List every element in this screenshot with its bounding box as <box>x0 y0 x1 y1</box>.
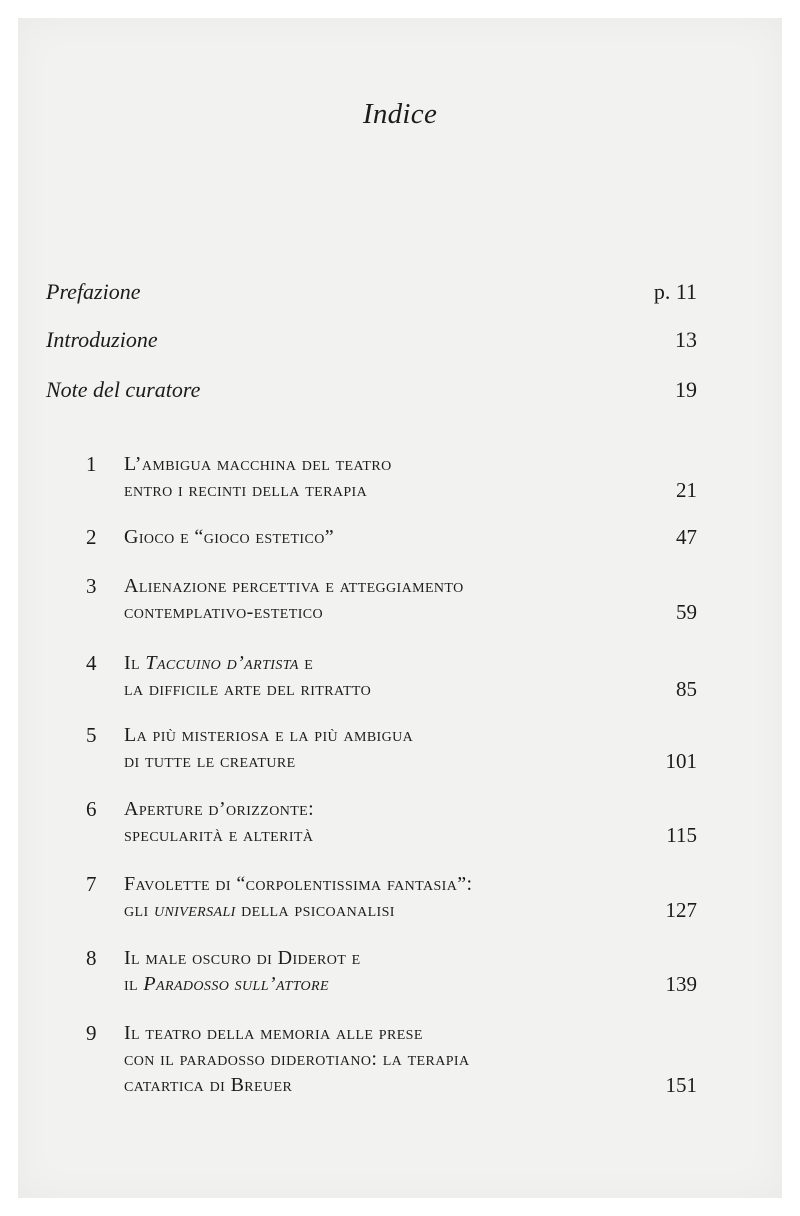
chapter-title-line: con il paradosso diderotiano: la terapia <box>124 1048 470 1070</box>
chapter-number: 6 <box>86 797 97 821</box>
toc-page-number: 13 <box>675 327 697 352</box>
toc-page-number: 47 <box>676 525 697 549</box>
chapter-title <box>124 573 584 625</box>
chapter-title-line <box>124 971 584 997</box>
chapter-title-line: L’ambigua macchina del teatro <box>124 453 392 475</box>
toc-front-entry-introduzione <box>46 327 697 353</box>
chapter-title-line: entro i recinti della terapia <box>124 479 368 501</box>
chapter-title-line: Il teatro della memoria alle prese <box>124 1022 423 1044</box>
chapter-number: 8 <box>86 946 97 970</box>
chapter-title <box>124 871 584 923</box>
chapter-title-part: e <box>298 652 314 674</box>
book-title-italic: Paradosso sull’attore <box>143 973 329 995</box>
chapter-title-line: la difficile arte del ritratto <box>124 678 372 700</box>
toc-front-label: Prefazione <box>46 279 141 304</box>
chapter-title-line: Gioco e “gioco estetico” <box>124 526 335 548</box>
chapter-number: 5 <box>86 723 97 747</box>
toc-front-label: Introduzione <box>46 327 158 352</box>
page-title: Indice <box>362 98 438 130</box>
chapter-title-line: Aperture d’orizzonte: <box>124 798 315 820</box>
toc-page-number: 85 <box>676 677 697 701</box>
chapter-title-line: contemplativo-estetico <box>124 601 324 623</box>
italic-term: universali <box>153 899 236 921</box>
chapter-title-part: Il <box>124 652 146 674</box>
toc-page-number: 151 <box>665 1073 697 1097</box>
toc-front-label: Note del curatore <box>46 377 201 402</box>
chapter-title <box>124 1020 584 1098</box>
chapter-title-part: il <box>124 973 144 995</box>
chapter-title <box>124 451 584 503</box>
toc-front-entry-note <box>46 377 697 403</box>
toc-page-number: 127 <box>665 898 697 922</box>
chapter-number: 4 <box>86 651 97 675</box>
chapter-title <box>124 945 584 997</box>
toc-page-number: 59 <box>676 600 697 624</box>
chapter-title <box>124 796 584 848</box>
book-title-italic: Taccuino d’artista <box>145 652 299 674</box>
toc-front-entry-prefazione <box>46 279 697 305</box>
chapter-title-line: specularità e alterità <box>124 824 314 846</box>
chapter-title-line: Il male oscuro di Diderot e <box>124 947 361 969</box>
chapter-title-line: Alienazione percettiva e atteggiamento <box>124 575 464 597</box>
chapter-title-line: Favolette di “corpolentissima fantasia”: <box>124 873 473 895</box>
chapter-number: 7 <box>86 872 97 896</box>
chapter-title <box>124 650 584 702</box>
toc-page-number: 139 <box>665 972 697 996</box>
chapter-number: 9 <box>86 1021 97 1045</box>
chapter-title <box>124 524 584 550</box>
toc-page-number: 115 <box>666 823 697 847</box>
toc-page-number: 19 <box>675 377 697 402</box>
chapter-title-line <box>124 650 584 676</box>
chapter-title-line: di tutte le creature <box>124 750 296 772</box>
chapter-number: 2 <box>86 525 97 549</box>
chapter-title <box>124 722 584 774</box>
chapter-title-part: della psicoanalisi <box>235 899 395 921</box>
chapter-title-line: La più misteriosa e la più ambigua <box>124 724 414 746</box>
chapter-number: 1 <box>86 452 97 476</box>
chapter-title-part: gli <box>124 899 154 921</box>
chapter-number: 3 <box>86 574 97 598</box>
chapter-title-line: catartica di Breuer <box>124 1074 293 1096</box>
toc-page-number: 21 <box>676 478 697 502</box>
toc-page-number: 101 <box>665 749 697 773</box>
toc-page-number: p. 11 <box>653 279 697 304</box>
chapter-title-line <box>124 897 584 923</box>
